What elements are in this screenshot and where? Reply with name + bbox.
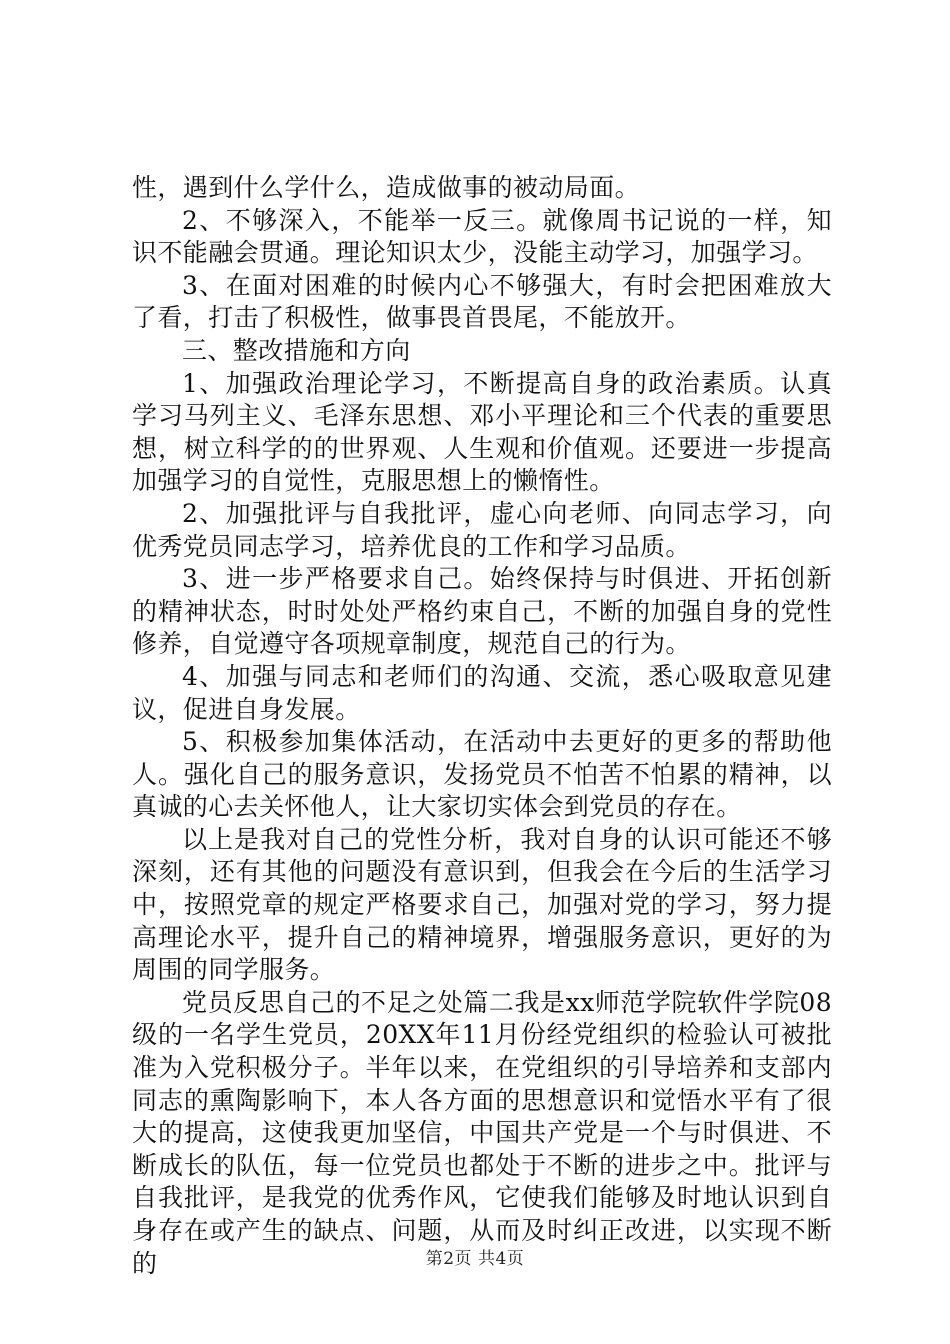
paragraph-5: 2、加强批评与自我批评，虚心向老师、向同志学习，向优秀党员同志学习，培养优良的工作和学习品质。	[132, 498, 832, 561]
document-body	[132, 172, 832, 1280]
paragraph-6: 3、进一步严格要求自己。始终保持与时俱进、开拓创新的精神状态，时时处处严格约束自己，不断的加强自身的党性修养，自觉遵守各项规章制度，规范自己的行为。	[132, 564, 832, 659]
paragraph-8: 5、积极参加集体活动，在活动中去更好的更多的帮助他人。强化自己的服务意识，发扬党员不怕苦不怕累的精神，以真诚的心去关怀他人，让大家切实体会到党员的存在。	[132, 727, 832, 822]
paragraph-10: 党员反思自己的不足之处篇二我是xx师范学院软件学院08级的一名学生党员，20XX年11月份经党组织的检验认可被批准为入党积极分子。半年以来，在党组织的引导培养和支部内同志的熏陶影响下，本人各方面的思想意识和觉悟水平有了很大的提高，这使我更加坚信，中国共产党是一个与时俱进、不断成长的队伍，每一位党员也都处于不断的进步之中。批评与自我批评，是我党的优秀作风，它使我们能够及时地认识到自身存在或产生的缺点、问题，从而及时纠正改进，以实现不断的	[132, 987, 832, 1278]
paragraph-1: 性，遇到什么学什么，造成做事的被动局面。	[132, 173, 641, 202]
paragraph-3: 3、在面对困难的时候内心不够强大，有时会把困难放大了看，打击了积极性，做事畏首畏尾，不能放开。	[132, 270, 832, 333]
paragraph-7: 4、加强与同志和老师们的沟通、交流，悉心吸取意见建议，促进自身发展。	[132, 661, 832, 724]
paragraph-4: 1、加强政治理论学习，不断提高自身的政治素质。认真学习马列主义、毛泽东思想、邓小平理论和三个代表的重要思想，树立科学的的世界观、人生观和价值观。还要进一步提高加强学习的自觉性，克服思想上的懒惰性。	[132, 368, 832, 496]
paragraph-2: 2、不够深入，不能举一反三。就像周书记说的一样，知识不能融会贯通。理论知识太少，没能主动学习，加强学习。	[132, 205, 832, 268]
paragraph-9: 以上是我对自己的党性分析，我对自身的认识可能还不够深刻，还有其他的问题没有意识到，但我会在今后的生活学习中，按照党章的规定严格要求自己，加强对党的学习，努力提高理论水平，提升自己的精神境界，增强服务意识，更好的为周围的同学服务。	[132, 824, 832, 985]
section-heading: 三、整改措施和方向	[182, 335, 411, 365]
page-footer: 第2页 共4页	[425, 1249, 525, 1269]
